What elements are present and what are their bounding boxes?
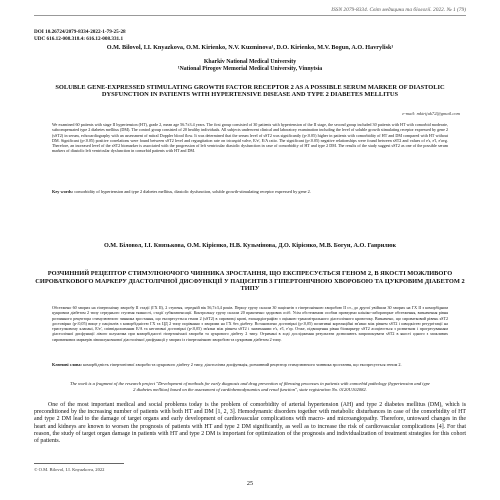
journal-header: ISSN 2079-8334. Світ медицини та біології. 2022. № 1 (79) bbox=[331, 7, 466, 13]
abstract-uk: Обстежено 60 хворих на гіпертонічну хворобу II стадії (ГХ II), 2 ступеня, середній вік 56,7±3,4 років. Першу групу склали 30 пацієнтів з гіпертонічною хворобою II ст., до другої увійшли 30 хворих на ГХ II з коморбідним цукровим діабетом 2 типу середнього ступеня тяжкості, стадії субкомпенсації. Контрольну групу склали 20 практично здорових осіб. Усім обстеженим особам проведено клініко-лабораторне обстеження, визначення рівня розчинного рецептора стимулюючого чинника зростання, що експресується геном 2 (sST2) в сироватці крові, ехокардіографію з оцінкою трансмітрального діастолічного кровотоку. Визначено, що сироватковий рівень sST2 достовірно (p<0,05) вище у пацієнтів з коморбідністю ГХ та ЦД 2 типу порівняно з хворими на ГХ без діабету. Встановлено достовірні (p<0,05) позитивні кореляційні зв'язки між рівнем sST2 і швидкістю регургітації на тристулковому клапані, E/e', співвідношенням E/A та негативні достовірні (p<0,05) зв'язки між рівнем sST2 і значеннями e's, e'l, e'ср. Отже, підвищення рівня біомаркеру sST2 асоціюється з розвитком і прогресуванням діастолічної дисфункції лівого шлуночка при коморбідності гіпертонічної хвороби та цукрового діабету 2 типу. Отримані в ході дослідження результати дозволяють запропонувати sST2 в якості одного з можливих сироваткових маркерів лівошлуночкової діастолічної дисфункції у хворих із гіпертонічною хворобою та цукровим діабетом 2 типу. bbox=[52, 305, 448, 342]
authors-uk: О.М. Біловол, І.І. Князькова, О.М. Кірієнко, Н.В. Кузьмінова, Д.О. Кірієнко, М.В. Богун, А.О. Гаврилюк bbox=[103, 242, 397, 249]
keywords-en-text: comorbidity of hypertension and type 2 diabetes mellitus, diastolic dysfunction, soluble growth-stimulating receptor expressed by gene 2. bbox=[74, 189, 311, 194]
abstract-en: We examined 60 patients with stage II hypertension (HT), grade 2, mean age 56.7±3.4 years. The first group consisted of 30 patients with hypertension of the II stage, the second group included 30 patients with HT with comorbid moderate, subcompensated type 2 diabetes mellitus (DM). The control group consisted of 20 healthy individuals. All subjects underwent clinical and laboratory examination including the level of soluble growth stimulating receptor expressed by gene 2 (sST2) in serum, echocardiography with an assessment of mitral Doppler blood flow. It was determined that the serum level of sST2 was significantly (p<0.05) higher in patients with comorbidity of HT and DM compared with HT without DM. Significant (p<0.05) positive correlations were found between sST2 level and regurgitation rate on tricuspid valve, E/e', E/A ratio. The significant (p<0.05) negative relationships were found between sST2 and values of e's, e'l, e'avg. Therefore, an increased level of the sST2 biomarker is associated with the progression of left ventricular diastolic dysfunction in case of comorbidity of HT and type 2 DM. The results of the study suggest sST2 as one of the possible serum markers of diastolic left ventricular dysfunction in comorbid patients with HT and DM. bbox=[52, 122, 448, 154]
contact-email: e-mail: mkirijuk72@gmail.com bbox=[402, 111, 460, 116]
keywords-en bbox=[52, 189, 448, 194]
keywords-en-label: Key words: bbox=[52, 189, 74, 194]
body-paragraph: One of the most important medical and social problems today is the problem of comorbidity of arterial hypertension (AH) and type 2 diabetes mellitus (DM), which is preconditioned by the increasing number of patients with both HT and DM [1, 2, 3]. Hemodynamic disorders together with metabolic disturbances in case of the comorbidity of HT and type 2 DM lead to the damage of target organs and early development of cardiovascular complications with macro- and microangiopathy. Therefore, untoward changes in the heart and kidneys are known to worsen the prognosis of patients with HT and type 2 DM significantly, as well as to increase the risk of cardiovascular complications [4]. For that reason, the study of target organ damage in patients with HT and type 2 DM is important for optimization of the prognosis and individualization of treatment strategies for this cohort of patients. bbox=[34, 402, 466, 445]
authors-en: O.M. Bilovol, I.I. Knyazkova, O.M. Kirienko, N.V. Kuzminova¹, D.O. Kirienko, M.V. Bogun, A.O. Havrylisk¹ bbox=[106, 44, 394, 51]
footer-divider bbox=[34, 463, 124, 464]
copyright-note: © O.M. Bilovol, I.I. Knyazkova, 2022 bbox=[34, 467, 105, 472]
article-meta bbox=[34, 29, 126, 43]
title-uk: РОЗЧИННИЙ РЕЦЕПТОР СТИМУЛЮЮЧОГО ЧИННИКА ЗРОСТАННЯ, ЩО ЕКСПРЕСУЄТЬСЯ ГЕНОМ 2, В ЯКОСТІ МОЖЛИВОГО СИРОВАТКОВОГО МАРКЕРУ ДІАСТОЛІЧНОЇ ДИСФУНКЦІЇ У ПАЦІЄНТІВ З ГІПЕРТОНІЧНОЮ ХВОРОБОЮ ТА ЦУКРОВИМ ДІАБЕТОМ 2 ТИПУ bbox=[35, 270, 465, 293]
doi-line: DOI 10.26724/2079-8334-2022-1-79-25-28 bbox=[34, 29, 126, 35]
affiliations bbox=[34, 59, 466, 73]
keywords-uk-text: коморбідність гіпертонічної хвороби та цукрового діабету 2 типу, діастолічна дисфункція, розчинний рецептор стимулюючого чинника зростання, що експресується геном 2. bbox=[83, 362, 402, 367]
funding-note: The work is a fragment of the research project "Development of methods for early diagnosis and drug prevention of fibrosing processes in patients with comorbid pathology (hypertension and type 2 diabetes mellitus) based on the assessment of cardiohemodynamics and renal function", state registration No. 0120U102082. bbox=[70, 381, 430, 392]
affiliation-1: Kharkiv National Medical University bbox=[203, 59, 297, 65]
affiliation-2: ¹National Pirogov Memorial Medical University, Vinnytsia bbox=[177, 66, 323, 72]
keywords-uk-label: Ключові слова: bbox=[52, 362, 82, 367]
header-divider bbox=[34, 15, 466, 16]
title-en: SOLUBLE GENE-EXPRESSED STIMULATING GROWTH FACTOR RECEPTOR 2 AS A POSSIBLE SERUM MARKER OF DIASTOLIC DYSFUNCTION IN PATIENTS WITH HYPERTENSIVE DISEASE AND TYPE 2 DIABETES MELLITUS bbox=[55, 84, 445, 99]
keywords-uk bbox=[52, 362, 448, 367]
page-number: 25 bbox=[246, 480, 254, 487]
udc-line: UDC 616.12-008.318.4: 616.12-008.331.1 bbox=[34, 36, 124, 42]
